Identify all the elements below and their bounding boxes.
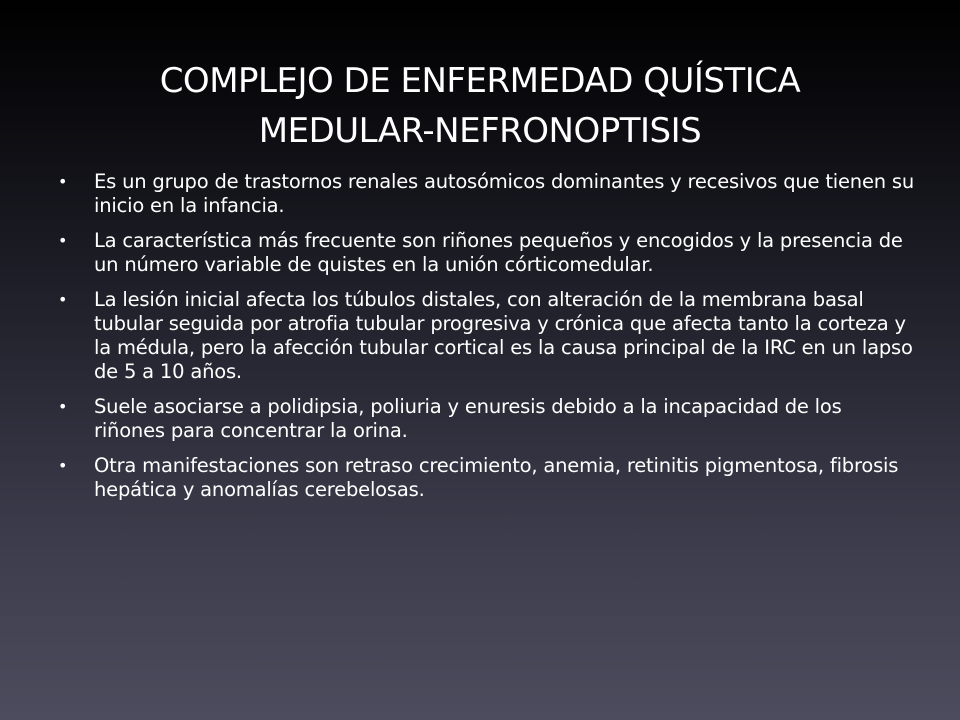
slide-title [60, 56, 900, 156]
bullet-dot-icon: • [58, 456, 68, 475]
bullet-dot-icon: • [58, 290, 68, 309]
bullet-text: Es un grupo de trastornos renales autosómicos dominantes y recesivos que tienen su inicio en la infancia. [94, 170, 915, 217]
bullet-text: La característica más frecuente son riñones pequeños y encogidos y la presencia de un número variable de quistes en la unión córticomedular. [94, 229, 903, 276]
bullet-dot-icon: • [58, 231, 68, 250]
bullet-item [56, 288, 916, 384]
slide-title-line-2: MEDULAR-NEFRONOPTISIS [258, 111, 702, 151]
bullet-text: Suele asociarse a polidipsia, poliuria y enuresis debido a la incapacidad de los riñones para concentrar la orina. [94, 395, 842, 442]
bullet-item [56, 454, 916, 502]
bullet-item [56, 395, 916, 443]
bullet-text: La lesión inicial afecta los túbulos distales, con alteración de la membrana basal tubular seguida por atrofia tubular progresiva y crónica que afecta tanto la corteza y la médula, pero la afección tubular cortical es la causa principal de la IRC en un lapso de 5 a 10 años. [94, 288, 913, 383]
bullet-list [56, 170, 916, 513]
bullet-dot-icon: • [58, 172, 68, 191]
bullet-item [56, 229, 916, 277]
slide-title-line-1: COMPLEJO DE ENFERMEDAD QUÍSTICA [159, 61, 801, 101]
bullet-dot-icon: • [58, 397, 68, 416]
bullet-text: Otra manifestaciones son retraso crecimiento, anemia, retinitis pigmentosa, fibrosis hepática y anomalías cerebelosas. [94, 454, 899, 501]
bullet-item [56, 170, 916, 218]
